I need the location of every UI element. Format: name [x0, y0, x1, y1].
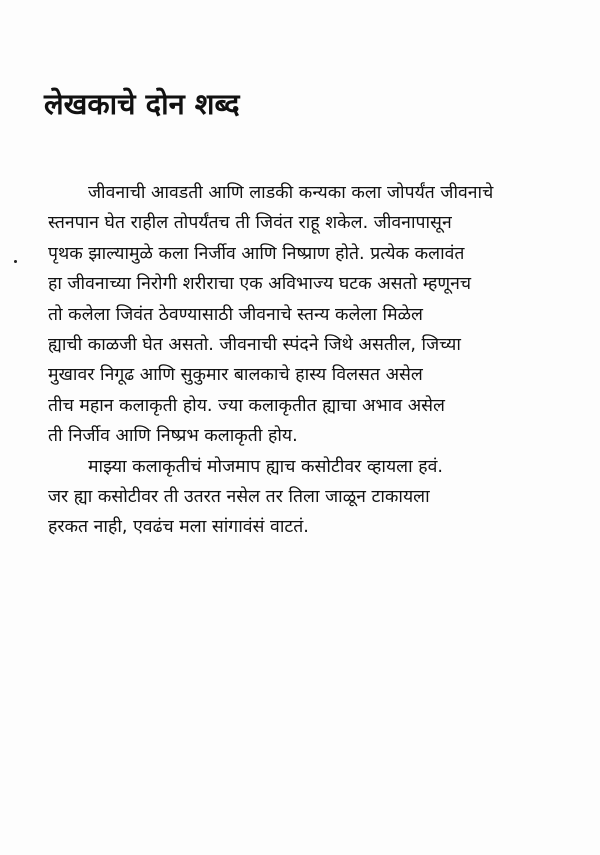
page-heading: लेखकाचे दोन शब्द [44, 87, 240, 121]
text-line: जर ह्या कसोटीवर ती उतरत नसेल तर तिला जाळून टाकायला [48, 486, 430, 507]
text-line: ह्याची काळजी घेत असतो. जीवनाची स्पंदने जिथे असतील, जिच्या [48, 334, 461, 355]
text-line: हरकत नाही, एवढंच मला सांगावंसं वाटतं. [48, 517, 309, 538]
text-line: मुखावर निगूढ आणि सुकुमार बालकाचे हास्य विलसत असेल [48, 365, 423, 386]
text-line: तीच महान कलाकृती होय. ज्या कलाकृतीत ह्याचा अभाव असेल [48, 395, 445, 416]
page-speck [14, 260, 17, 263]
text-line: जीवनाची आवडती आणि लाडकी कन्यका कला जोपर्यंत जीवनाचे [88, 183, 494, 203]
text-line: तो कलेला जिवंत ठेवण्यासाठी जीवनाचे स्तन्य कलेला मिळेल [48, 304, 423, 325]
text-line: माझ्या कलाकृतीचं मोजमाप ह्याच कसोटीवर व्हायला हवं. [88, 456, 443, 477]
text-line: स्तनपान घेत राहील तोपर्यंतच ती जिवंत राहू शकेल. जीवनापासून [48, 213, 452, 234]
text-line: ती निर्जीव आणि निष्प्रभ कलाकृती होय. [48, 426, 298, 447]
body-text [48, 178, 566, 543]
text-line: पृथक झाल्यामुळे कला निर्जीव आणि निष्प्राण होते. प्रत्येक कलावंत [48, 243, 465, 264]
text-line: हा जीवनाच्या निरोगी शरीराचा एक अविभाज्य घटक असतो म्हणूनच [48, 274, 472, 295]
